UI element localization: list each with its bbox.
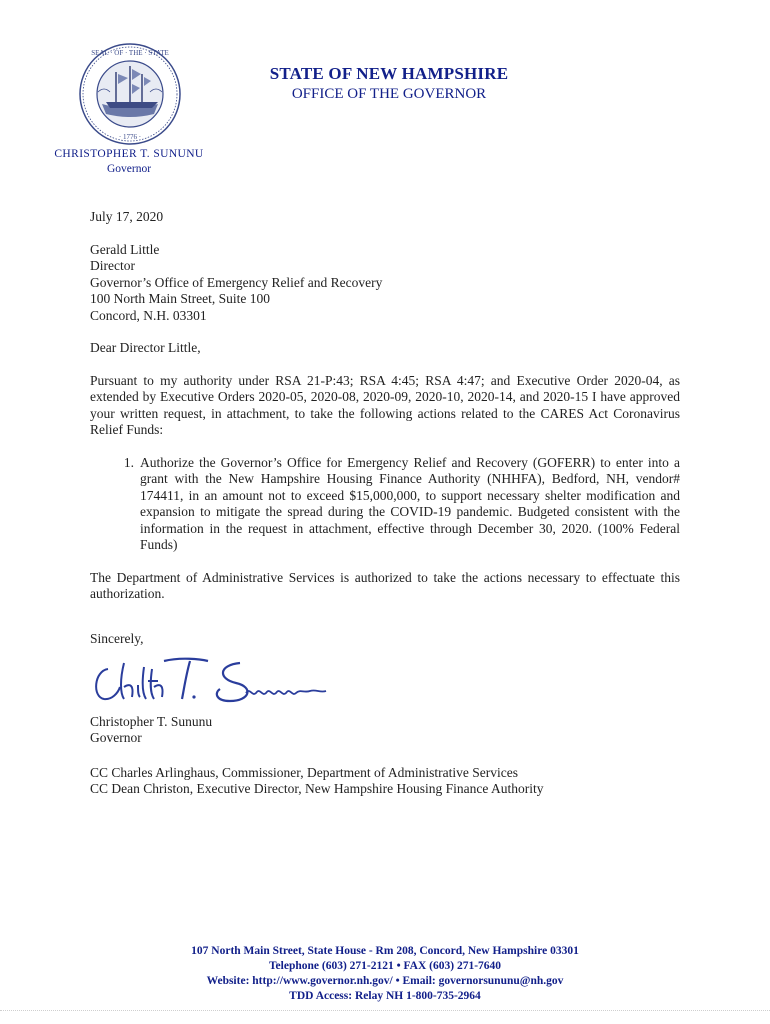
list-item <box>90 455 680 554</box>
letterhead-footer <box>120 944 650 1004</box>
letter-date: July 17, 2020 <box>90 209 164 224</box>
governor-title: Governor <box>106 163 152 175</box>
signer-block <box>90 714 680 747</box>
salutation: Dear Director Little, <box>90 340 201 355</box>
letterhead <box>250 64 528 103</box>
authorization-paragraph: The Department of Administrative Services is authorized to take the actions necessary to effectuate this authorization. <box>90 569 680 601</box>
footer-phone: Telephone (603) 271-2121 • FAX (603) 271-7640 <box>268 960 502 972</box>
office-title: OFFICE OF THE GOVERNOR <box>291 86 487 102</box>
handwritten-signature <box>90 653 340 709</box>
recipient-address <box>90 242 680 325</box>
authority-paragraph: Pursuant to my authority under RSA 21-P:43; RSA 4:45; RSA 4:47; and Executive Order 2020-04, as extended by Executive Orders 2020-05, 2020-08, 2020-09, 2020-10, 2020-14, and 2020-15 I have approved your written request, in attachment, to take the following actions related to the CARES Act Coronavirus Relief Funds: <box>90 372 680 437</box>
svg-text:SEAL · OF · THE · STATE: SEAL · OF · THE · STATE <box>91 49 169 57</box>
letter-body <box>90 209 680 798</box>
recipient-title: Director <box>90 258 135 273</box>
footer-address: 107 North Main Street, State House - Rm 208, Concord, New Hampshire 03301 <box>191 945 579 957</box>
state-title: STATE OF NEW HAMPSHIRE <box>269 64 509 83</box>
svg-text:· 1776 ·: · 1776 · <box>118 133 142 141</box>
signer-name: Christopher T. Sununu <box>90 713 213 729</box>
recipient-name: Gerald Little <box>90 241 160 257</box>
footer-tdd: TDD Access: Relay NH 1-800-735-2964 <box>289 990 481 1002</box>
recipient-office: Governor’s Office of Emergency Relief and Recovery <box>90 274 383 290</box>
recipient-street: 100 North Main Street, Suite 100 <box>90 291 270 306</box>
recipient-city: Concord, N.H. 03301 <box>90 307 207 323</box>
governor-name: CHRISTOPHER T. SUNUNU <box>54 148 204 160</box>
footer-web-email: Website: http://www.governor.nh.gov/ • Email: governorsununu@nh.gov <box>206 975 564 987</box>
closing: Sincerely, <box>90 630 144 646</box>
action-list <box>90 455 680 554</box>
state-seal-icon <box>78 42 182 146</box>
page-edge <box>0 1010 770 1011</box>
governor-block <box>44 148 214 175</box>
list-item-text: Authorize the Governor’s Office for Emergency Relief and Recovery (GOFERR) to enter into a grant with the New Hampshire Housing Finance Authority (NHHFA), Bedford, NH, vendor# 174411, in an amount not to exceed $15,000,000, to support necessary shelter modification and expansion to mitigate the spread during the COVID-19 pandemic. Budgeted consistent with the information in the request in attachment, effective through December 30, 2020. (100% Federal Funds) <box>140 454 680 552</box>
list-item-number: 1. <box>123 454 134 470</box>
cc-line: CC Charles Arlinghaus, Commissioner, Department of Administrative Services <box>90 764 519 780</box>
cc-list <box>90 765 680 798</box>
signer-title: Governor <box>90 730 142 745</box>
cc-line: CC Dean Christon, Executive Director, New Hampshire Housing Finance Authority <box>90 781 544 796</box>
